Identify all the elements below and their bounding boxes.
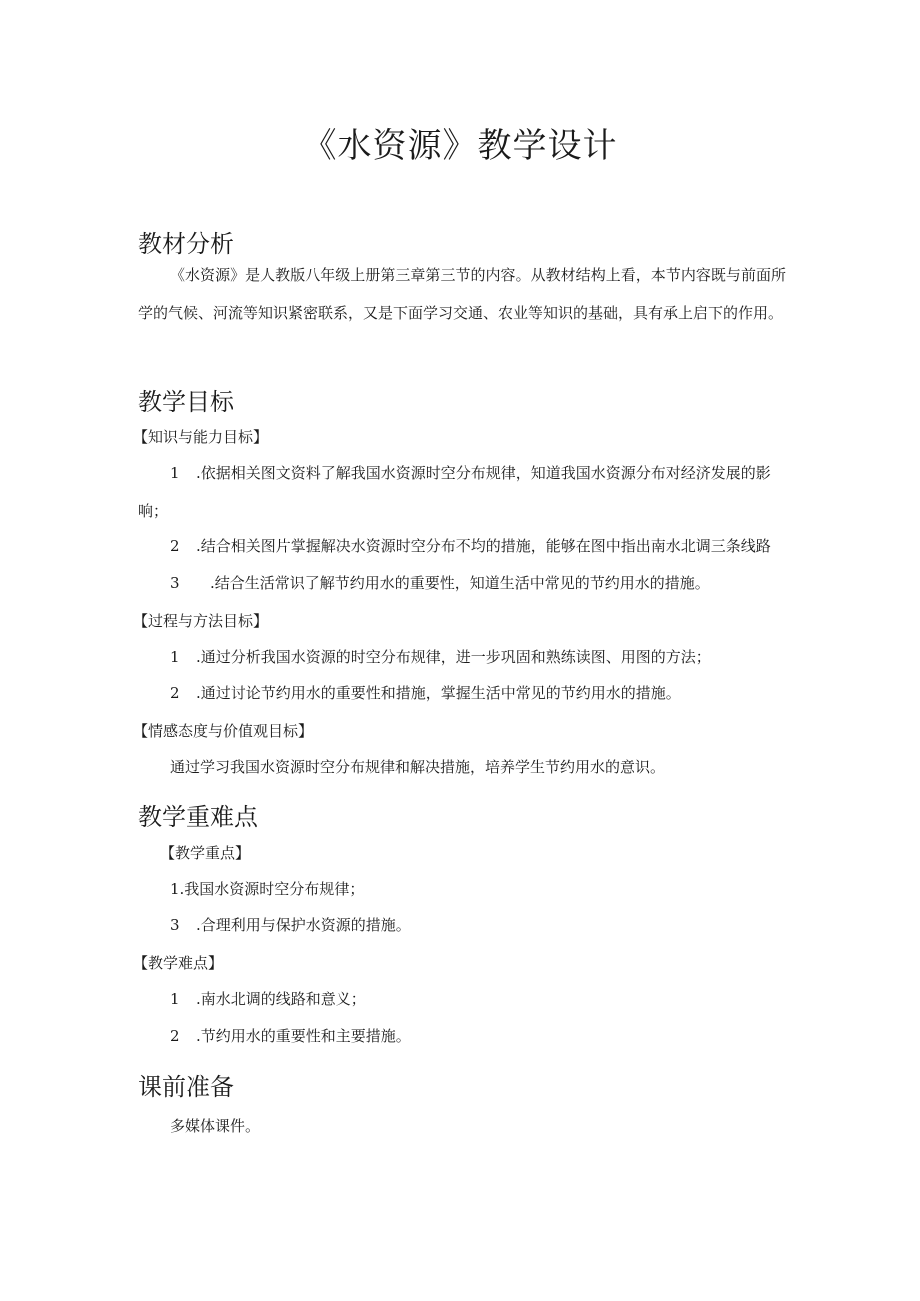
difficult-points-label: 【教学难点】 [133,954,224,972]
material-analysis-paragraph: 《水资源》是人教版八年级上册第三章第三节的内容。从教材结构上看，本节内容既与前面所学的气候、河流等知识紧密联系，又是下面学习交通、农业等知识的基础，具有承上启下的作用。 [138,266,786,322]
list-item [170,1017,411,1055]
list-item-text: .南水北调的线路和意义； [196,990,366,1008]
section-heading-teaching-goals: 教学目标 [138,388,234,416]
list-item-text: .结合生活常识了解节约用水的重要性，知道生活中常见的节约用水的措施。 [210,574,710,592]
list-item [170,906,411,944]
list-item-number: 2 [170,537,180,555]
knowledge-goals-label: 【知识与能力目标】 [133,428,269,446]
list-item-text: .依据相关图文资料了解我国水资源时空分布规律，知道我国水资源分布对经济发展的影 [196,464,771,482]
list-item-number: 3 [170,916,180,934]
key-points-label: 【教学重点】 [160,844,251,862]
list-item-text: .合理利用与保护水资源的措施。 [196,916,411,934]
list-item [170,638,711,676]
list-item [170,674,681,712]
document-title: 《水资源》教学设计 [302,126,618,166]
preparation-text: 多媒体课件。 [170,1117,261,1135]
emotion-goals-text: 通过学习我国水资源时空分布规律和解决措施，培养学生节约用水的意识。 [170,758,666,776]
list-item-continuation: 响； [138,502,169,520]
list-item-number: 2 [170,1027,180,1045]
list-item-number: 1 [170,648,180,666]
list-item-number: 2 [170,684,180,702]
list-item-text: .通过讨论节约用水的重要性和措施，掌握生活中常见的节约用水的措施。 [196,684,681,702]
list-item-text: .节约用水的重要性和主要措施。 [196,1027,411,1045]
process-goals-label: 【过程与方法目标】 [133,612,269,630]
list-item-text: .结合相关图片掌握解决水资源时空分布不均的措施，能够在图中指出南水北调三条线路 [196,537,771,555]
list-item-text: .通过分析我国水资源的时空分布规律，进一步巩固和熟练读图、用图的方法； [196,648,711,666]
list-item [170,564,710,602]
list-item-number: 1 [170,464,180,482]
emotion-goals-label: 【情感态度与价值观目标】 [133,722,314,740]
list-item-number: 1 [170,990,180,1008]
section-heading-key-difficult-points: 教学重难点 [138,803,258,831]
section-heading-preparation: 课前准备 [138,1073,234,1101]
list-item [170,980,366,1018]
list-item: 1.我国水资源时空分布规律； [170,880,365,898]
list-item [170,527,771,565]
list-item [170,454,771,492]
list-item-number: 3 [170,574,180,592]
section-heading-material-analysis: 教材分析 [138,230,234,258]
